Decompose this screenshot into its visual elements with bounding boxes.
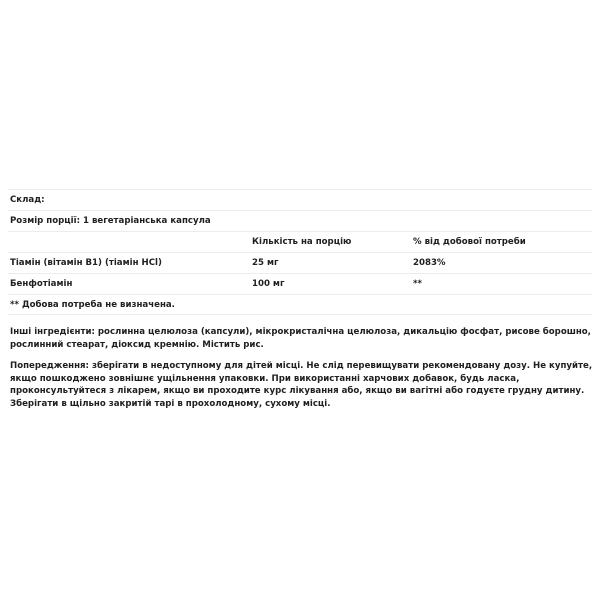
serving-size: Розмір порції: 1 вегетаріанська капсула — [10, 216, 211, 226]
ingredient-name: Тіамін (вітамін B1) (тіамін HCl) — [10, 258, 162, 268]
table-row — [8, 252, 592, 273]
column-header-dv: % від добової потреби — [413, 237, 526, 247]
serving-size-row — [8, 210, 592, 231]
column-header-amount: Кількість на порцію — [252, 237, 352, 247]
ingredient-name: Бенфотіамін — [10, 279, 73, 289]
ingredient-dv: ** — [413, 279, 422, 289]
table-header-row — [8, 231, 592, 252]
ingredient-amount: 25 мг — [252, 258, 279, 268]
ingredient-amount: 100 мг — [252, 279, 285, 289]
footnote: ** Добова потреба не визначена. — [10, 299, 175, 310]
ingredient-dv: 2083% — [413, 258, 446, 268]
table-title-row — [8, 189, 592, 210]
composition-title: Склад: — [10, 195, 45, 205]
footnote-row — [8, 294, 592, 315]
supplement-facts-table — [8, 189, 592, 315]
table-row — [8, 273, 592, 294]
other-ingredients: Інші інгредієнти: рослинна целюлоза (капсули), мікрокристалічна целюлоза, дикальцію фосфат, рисове борошно, рослинний стеарат, діоксид кремнію. Містить рис. — [10, 327, 591, 350]
warning-text: Попередження: зберігати в недоступному для дітей місці. Не слід перевищувати рекомендовану дозу. Не купуйте, якщо пошкоджено зовнішнє ущільнення упаковки. При використанні харчових добавок, будь ласка, проконсультуйтеся з лікарем, якщо ви проходите курс лікування або, якщо ви вагітні або годуєте грудну дитину. Зберігати в щільно закритій тарі в прохолодному, сухому місці. — [10, 361, 593, 409]
